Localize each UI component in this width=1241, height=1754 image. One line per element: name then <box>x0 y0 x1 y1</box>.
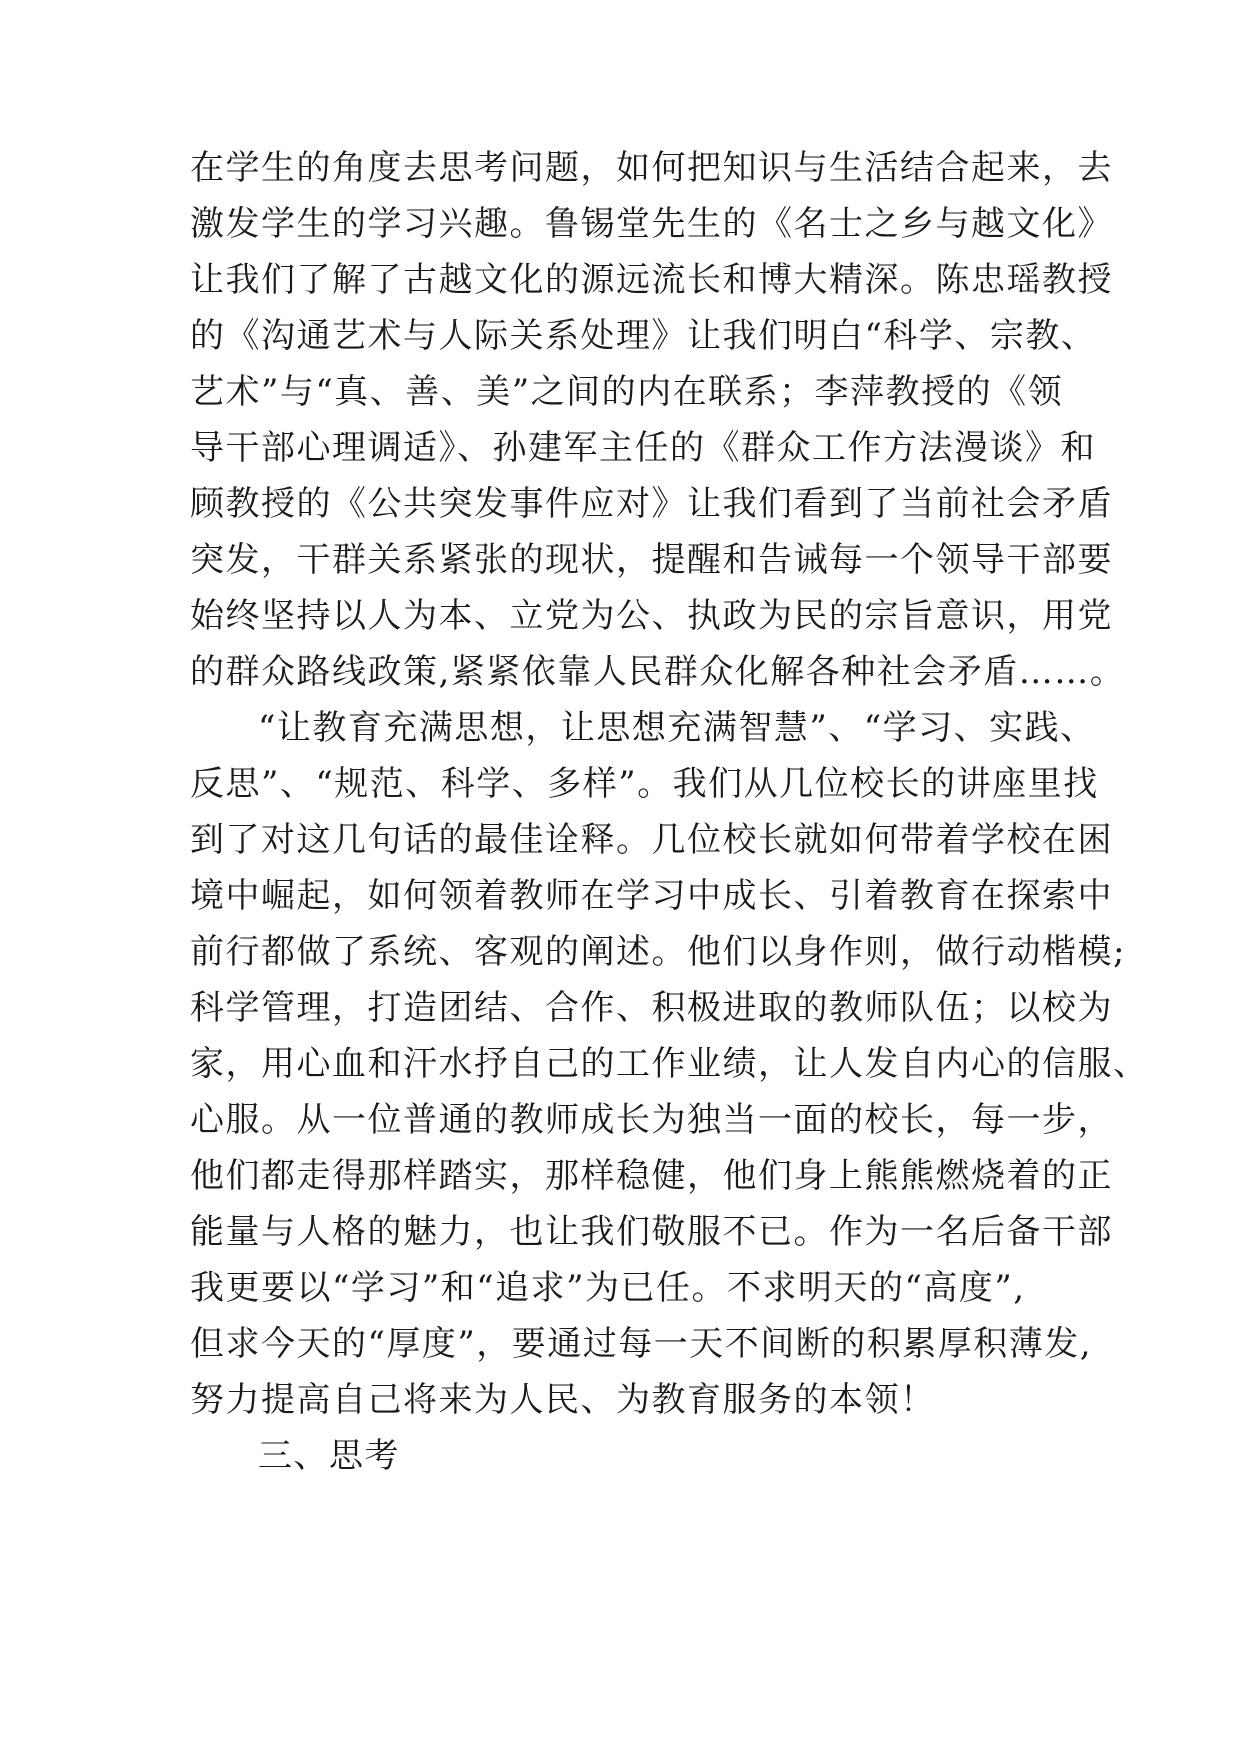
section-heading: 三、思考 <box>258 1436 400 1476</box>
paragraph-2-line-12: 但求今天的“厚度”，要通过每一天不间断的积累厚积薄发, <box>190 1324 1093 1364</box>
paragraph-2-line-1: “让教育充满思想，让思想充满智慧”、“学习、实践、 <box>258 708 1096 748</box>
paragraph-1-line-8: 突发，干群关系紧张的现状，提醒和告诫每一个领导干部要 <box>190 540 1113 580</box>
paragraph-1-line-5: 艺术”与“真、善、美”之间的内在联系；李萍教授的《领 <box>190 372 1064 412</box>
paragraph-1-line-1: 在学生的角度去思考问题，如何把知识与生活结合起来，去 <box>190 148 1113 188</box>
paragraph-2-line-5: 前行都做了系统、客观的阐述。他们以身作则，做行动楷模; <box>190 932 1126 972</box>
paragraph-2-line-4: 境中崛起，如何领着教师在学习中成长、引着教育在探索中 <box>190 876 1113 916</box>
paragraph-1-line-3: 让我们了解了古越文化的源远流长和博大精深。陈忠瑶教授 <box>190 260 1113 300</box>
paragraph-2-line-3: 到了对这几句话的最佳诠释。几位校长就如何带着学校在困 <box>190 820 1113 860</box>
paragraph-2-line-2: 反思”、“规范、科学、多样”。我们从几位校长的讲座里找 <box>190 764 1099 804</box>
paragraph-2-line-10: 能量与人格的魅力，也让我们敬服不已。作为一名后备干部 <box>190 1212 1113 1252</box>
paragraph-2-line-7: 家，用心血和汗水抒自己的工作业绩，让人发自内心的信服、 <box>190 1044 1149 1084</box>
paragraph-1-line-6: 导干部心理调适》、孙建军主任的《群众工作方法漫谈》和 <box>190 428 1096 468</box>
paragraph-1-line-7: 顾教授的《公共突发事件应对》让我们看到了当前社会矛盾 <box>190 484 1113 524</box>
paragraph-2-line-6: 科学管理，打造团结、合作、积极进取的教师队伍；以校为 <box>190 988 1113 1028</box>
paragraph-1-line-2: 激发学生的学习兴趣。鲁锡堂先生的《名士之乡与越文化》 <box>190 204 1113 244</box>
paragraph-2-line-11: 我更要以“学习”和“追求”为已任。不求明天的“高度”, <box>190 1268 1026 1308</box>
paragraph-1-line-10: 的群众路线政策,紧紧依靠人民群众化解各种社会矛盾……。 <box>190 652 1126 692</box>
paragraph-1-line-4: 的《沟通艺术与人际关系处理》让我们明白“科学、宗教、 <box>190 316 1097 356</box>
paragraph-2-line-9: 他们都走得那样踏实，那样稳健，他们身上熊熊燃烧着的正 <box>190 1156 1113 1196</box>
paragraph-2-line-8: 心服。从一位普通的教师成长为独当一面的校长，每一步， <box>190 1100 1113 1140</box>
paragraph-1-line-9: 始终坚持以人为本、立党为公、执政为民的宗旨意识，用党 <box>190 596 1113 636</box>
paragraph-2-line-13: 努力提高自己将来为人民、为教育服务的本领！ <box>190 1380 936 1420</box>
